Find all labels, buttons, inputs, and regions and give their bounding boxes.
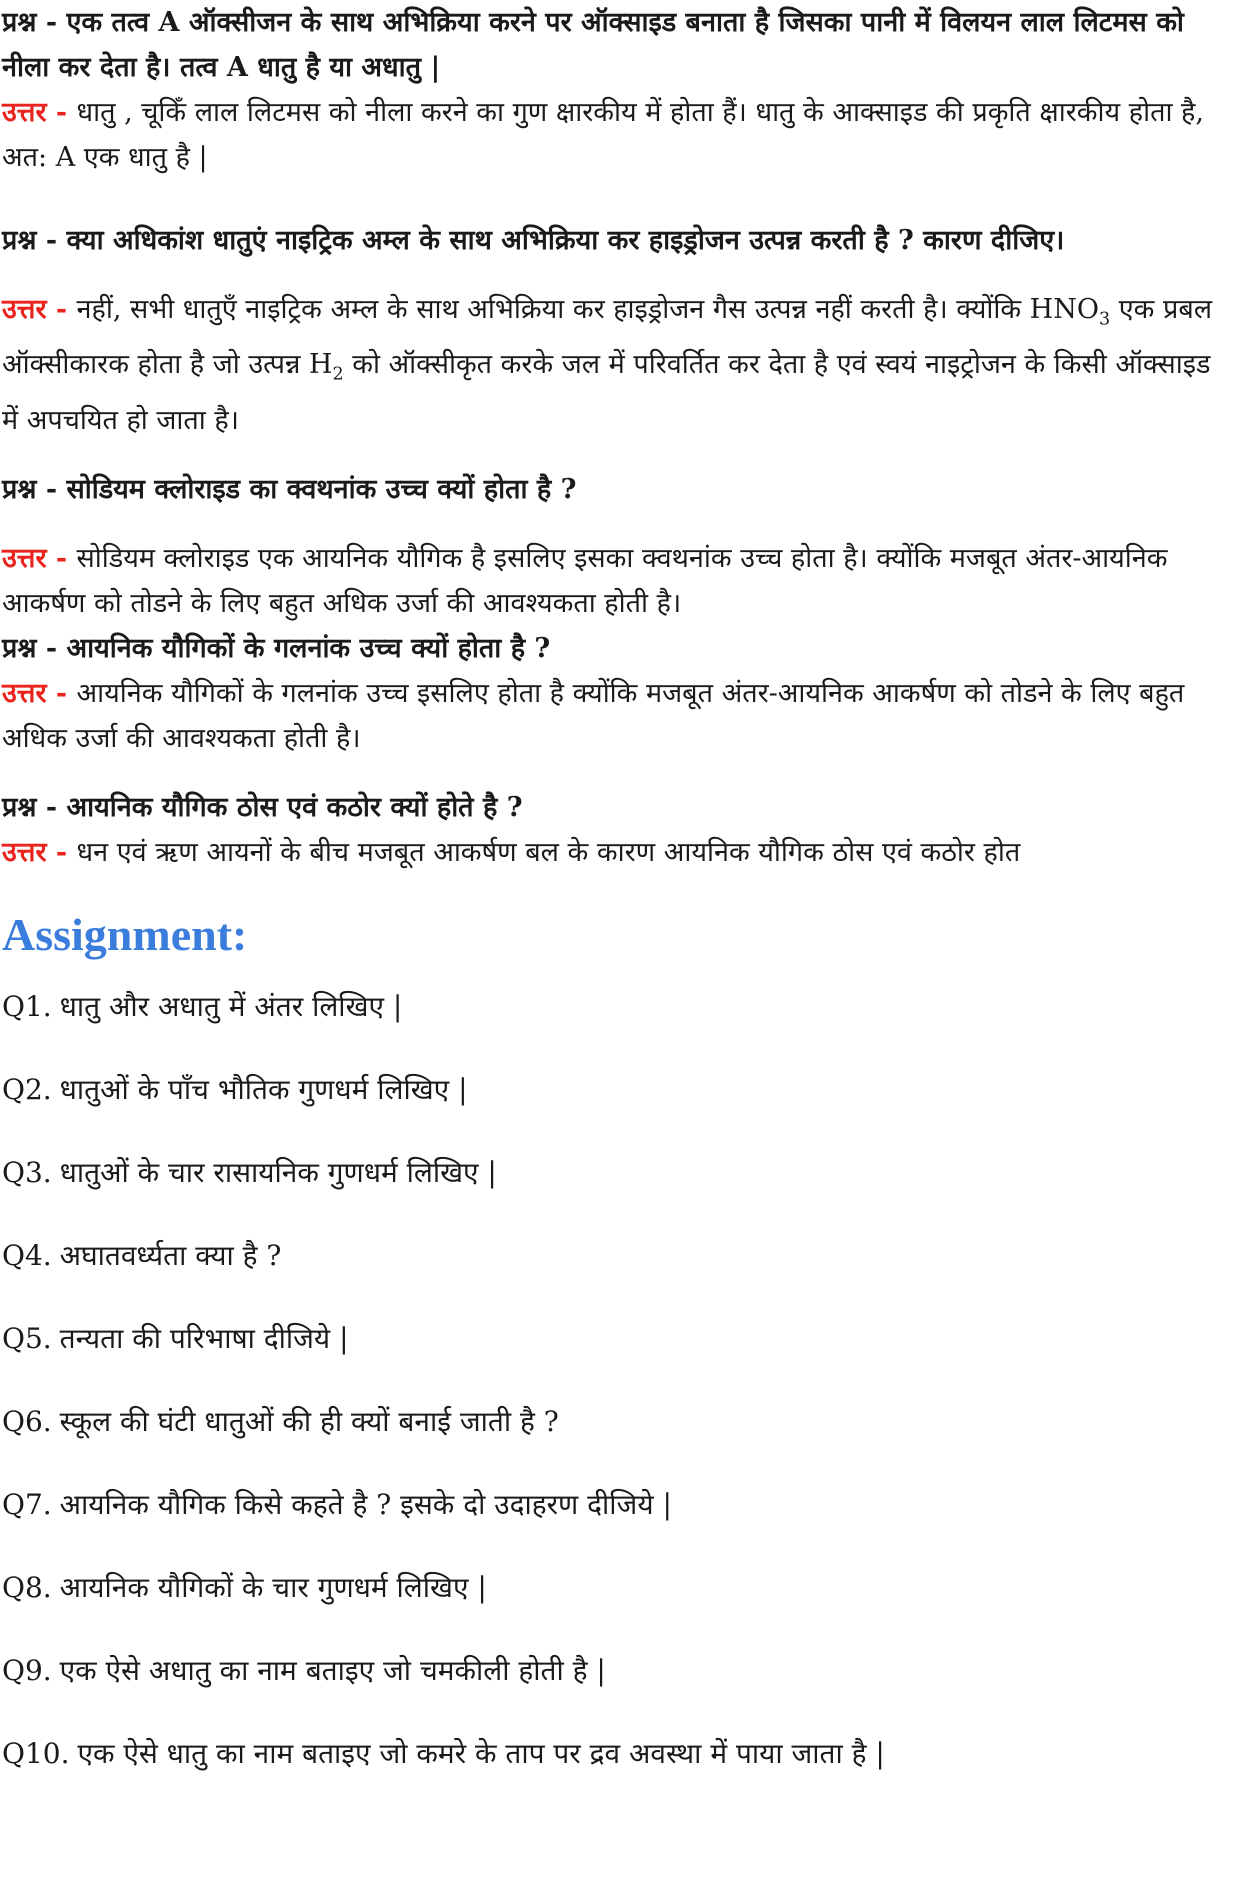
- assignment-text: एक ऐसे अधातु का नाम बताइए जो चमकीली होती है |: [59, 1653, 606, 1687]
- assignment-number: Q2.: [2, 1072, 52, 1106]
- answer-label: उत्तर: [2, 677, 47, 709]
- assignment-number: Q9.: [2, 1653, 52, 1687]
- qa-item: [2, 626, 1229, 761]
- question: प्रश्न - आयनिक यौगिक ठोस एवं कठोर क्यों होते है ?: [2, 791, 523, 823]
- assignment-text: धातु और अधातु में अंतर लिखिए |: [59, 989, 403, 1023]
- question-text: एक तत्व A ऑक्सीजन के साथ अभिक्रिया करने पर ऑक्साइड बनाता है जिसका पानी में विलयन लाल लिटमस को नीला कर देता है। तत्व A धातु है या अधातु |: [2, 7, 1184, 83]
- answer-text: धातु , चूकिँ लाल लिटमस को नीला करने का गुण क्षारकीय में होता हैं। धातु के आक्साइड की प्रकृति क्षारकीय होता है, अत: A एक धातु है |: [2, 97, 1204, 173]
- assignment-number: Q4.: [2, 1238, 52, 1272]
- assignment-item: [2, 1402, 1229, 1442]
- question: प्रश्न - एक तत्व A ऑक्सीजन के साथ अभिक्रिया करने पर ऑक्साइड बनाता है जिसका पानी में विलयन लाल लिटमस को नीला कर देता है। तत्व A धातु है या अधातु |: [2, 7, 1184, 83]
- assignment-item: [2, 1236, 1229, 1276]
- assignment-heading: Assignment:: [2, 908, 248, 960]
- answer-label: उत्तर: [2, 97, 47, 128]
- question: प्रश्न - सोडियम क्लोराइड का क्वथनांक उच्च क्यों होता है ?: [2, 473, 577, 505]
- qa-item: [2, 0, 1229, 180]
- answer-text: आयनिक यौगिकों के गलनांक उच्च इसलिए होता है क्योंकि मजबूत अंतर-आयनिक आकर्षण को तोडने के लिए बहुत अधिक उर्जा की आवश्यकता होती है।: [2, 677, 1185, 754]
- assignment-item: [2, 1651, 1229, 1691]
- assignment-text: धातुओं के चार रासायनिक गुणधर्म लिखिए |: [59, 1155, 497, 1189]
- assignment-number: Q3.: [2, 1155, 52, 1189]
- answer: उत्तर - सोडियम क्लोराइड एक आयनिक यौगिक है इसलिए इसका क्वथनांक उच्च होता है। क्योंकि मजबूत अंतर-आयनिक आकर्षण को तोडने के लिए बहुत अधिक उर्जा की आवश्यकता होती है।: [2, 542, 1168, 619]
- assignment-text: अघातवर्ध्यता क्या है ?: [59, 1238, 282, 1272]
- question-label: प्रश्न: [2, 791, 37, 823]
- question: प्रश्न - आयनिक यौगिकों के गलनांक उच्च क्यों होता है ?: [2, 632, 551, 664]
- answer-text: सोडियम क्लोराइड एक आयनिक यौगिक है इसलिए इसका क्वथनांक उच्च होता है। क्योंकि मजबूत अंतर-आयनिक आकर्षण को तोडने के लिए बहुत अधिक उर्जा की आवश्यकता होती है।: [2, 542, 1168, 619]
- answer: उत्तर - नहीं, सभी धातुएँ नाइट्रिक अम्ल के साथ अभिक्रिया कर हाइड्रोजन गैस उत्पन्न नहीं करती है। क्योंकि $HNO_3$ एक प्रबल ऑक्सीकारक होता है जो उत्पन्न $H_2$ को ऑक्सीकृत करके जल में परिवर्तित कर देता है एवं स्वयं नाइट्रोजन के किसी ऑक्साइड में अपचयित हो जाता है।: [2, 294, 1213, 436]
- assignment-number: Q5.: [2, 1321, 52, 1355]
- answer: उत्तर - धन एवं ऋण आयनों के बीच मजबूत आकर्षण बल के कारण आयनिक यौगिक ठोस एवं कठोर होत: [2, 836, 1021, 868]
- assignment-item: [2, 987, 1229, 1027]
- answer: उत्तर - धातु , चूकिँ लाल लिटमस को नीला करने का गुण क्षारकीय में होता हैं। धातु के आक्साइड की प्रकृति क्षारकीय होता है, अत: A एक धातु है |: [2, 97, 1204, 173]
- question-text: आयनिक यौगिक ठोस एवं कठोर क्यों होते है ?: [66, 791, 523, 823]
- assignment-list: [2, 987, 1229, 1774]
- question-text: क्या अधिकांश धातुएं नाइट्रिक अम्ल के साथ अभिक्रिया कर हाइड्रोजन उत्पन्न करती है ? कारण दीजिए।: [66, 225, 1065, 256]
- assignment-item: [2, 1319, 1229, 1359]
- assignment-text: स्कूल की घंटी धातुओं की ही क्यों बनाई जाती है ?: [59, 1404, 559, 1438]
- assignment-text: तन्यता की परिभाषा दीजिये |: [59, 1321, 349, 1355]
- assignment-text: एक ऐसे धातु का नाम बताइए जो कमरे के ताप पर द्रव अवस्था में पाया जाता है |: [77, 1736, 885, 1770]
- answer-text: नहीं, सभी धातुएँ नाइट्रिक अम्ल के साथ अभिक्रिया कर हाइड्रोजन गैस उत्पन्न नहीं करती है। क्योंकि $HNO_3$ एक प्रबल ऑक्सीकारक होता है जो उत्पन्न $H_2$ को ऑक्सीकृत करके जल में परिवर्तित कर देता है एवं स्वयं नाइट्रोजन के किसी ऑक्साइड में अपचयित हो जाता है।: [2, 294, 1213, 436]
- assignment-number: Q6.: [2, 1404, 52, 1438]
- answer-label: उत्तर: [2, 294, 47, 325]
- assignment-item: [2, 1485, 1229, 1525]
- question: प्रश्न - क्या अधिकांश धातुएं नाइट्रिक अम्ल के साथ अभिक्रिया कर हाइड्रोजन उत्पन्न करती है ? कारण दीजिए।: [2, 225, 1065, 256]
- answer-text: धन एवं ऋण आयनों के बीच मजबूत आकर्षण बल के कारण आयनिक यौगिक ठोस एवं कठोर होत: [76, 836, 1021, 868]
- question-label: प्रश्न: [2, 7, 37, 38]
- assignment-number: Q7.: [2, 1487, 52, 1521]
- qa-item: [2, 467, 1229, 626]
- qa-item: [2, 218, 1229, 443]
- question-label: प्रश्न: [2, 473, 37, 505]
- assignment-item: [2, 1153, 1229, 1193]
- assignment-number: Q8.: [2, 1570, 52, 1604]
- assignment-number: Q10.: [2, 1736, 70, 1770]
- answer-label: उत्तर: [2, 836, 47, 868]
- answer: उत्तर - आयनिक यौगिकों के गलनांक उच्च इसलिए होता है क्योंकि मजबूत अंतर-आयनिक आकर्षण को तोडने के लिए बहुत अधिक उर्जा की आवश्यकता होती है।: [2, 677, 1185, 754]
- question-label: प्रश्न: [2, 632, 37, 664]
- answer-label: उत्तर: [2, 542, 47, 574]
- assignment-item: [2, 1734, 1229, 1774]
- question-label: प्रश्न: [2, 225, 37, 256]
- question-text: आयनिक यौगिकों के गलनांक उच्च क्यों होता है ?: [66, 632, 551, 664]
- question-text: सोडियम क्लोराइड का क्वथनांक उच्च क्यों होता है ?: [66, 473, 577, 505]
- qa-item: [2, 785, 1229, 875]
- assignment-number: Q1.: [2, 989, 52, 1023]
- assignment-item: [2, 1568, 1229, 1608]
- assignment-text: धातुओं के पाँच भौतिक गुणधर्म लिखिए |: [59, 1072, 468, 1106]
- assignment-item: [2, 1070, 1229, 1110]
- assignment-text: आयनिक यौगिक किसे कहते है ? इसके दो उदाहरण दीजिये |: [59, 1487, 672, 1521]
- assignment-text: आयनिक यौगिकों के चार गुणधर्म लिखिए |: [59, 1570, 487, 1604]
